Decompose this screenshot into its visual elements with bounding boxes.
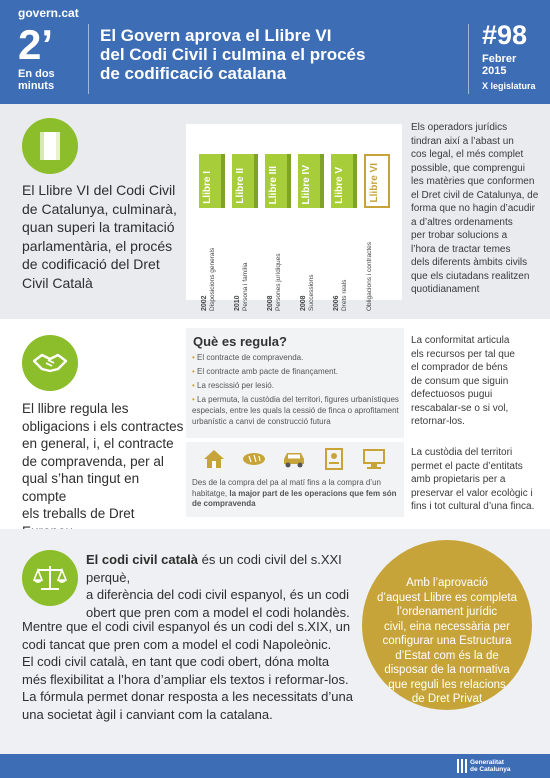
lead-line: El llibre regula les (22, 401, 129, 416)
caption-bold: la major part de les operacions que fem són de compravenda (192, 488, 397, 508)
side-line: La custòdia del territori (411, 447, 513, 458)
lead-line: els treballs de Dret (22, 506, 135, 521)
lead-line: quan superi la tramitació (22, 219, 175, 235)
two-minutes-number: 2’ (18, 21, 54, 68)
book-label: Llibre IV (301, 164, 312, 204)
book-year: 2008 (267, 295, 274, 311)
questions-title: Què es regula? (193, 334, 287, 349)
generalitat-logo-icon (457, 759, 467, 773)
lead-line: Civil Català (22, 274, 93, 291)
p1-line: a diferència del codi civil espanyol, és un codi (86, 587, 350, 602)
book-spine (199, 154, 225, 208)
lead-line: en general, i, el contracte (22, 436, 174, 451)
side-line: dels diferents àmbits civils (411, 257, 528, 268)
house-icon (202, 447, 226, 471)
p2-line: una societat àgil i canviant com la catalana. (22, 706, 273, 722)
title-line: El Govern aprova el Llibre VI (100, 26, 332, 45)
bread-icon (242, 447, 266, 471)
side-line: el Dret civil de Catalunya, de (411, 189, 539, 201)
side-line: Els operadors jurídics (411, 122, 508, 133)
conclusion-circle (362, 540, 532, 710)
side-line: de consum que siguin (411, 375, 509, 387)
book-spine (298, 154, 324, 208)
year: 2015 (482, 65, 507, 77)
circle-line: disposar de la normativa (384, 664, 510, 676)
generalitat-text (470, 759, 510, 773)
book-spine (265, 154, 291, 208)
p1-lines (86, 586, 366, 621)
book-label: Llibre II (235, 168, 246, 204)
side-line: amb propietaris per a (411, 474, 506, 485)
book-caption (234, 216, 258, 311)
open-code-paragraph-1 (86, 551, 366, 621)
book-label: Llibre III (268, 165, 279, 204)
title-line: del Codi Civil i culmina el procés (100, 45, 366, 64)
open-code-paragraph-2 (22, 618, 367, 723)
side-line: fins i tot cultural d’una finca. (411, 501, 535, 512)
book-caption (267, 216, 291, 311)
side-line: l’hora de tractar temes (411, 243, 511, 255)
book-desc: Drets reals (341, 279, 348, 311)
side-line: forma que no hagin d’acudir (411, 203, 535, 214)
p1-first-line (86, 551, 366, 586)
circle-line: d’Estat com és la de (395, 649, 499, 662)
book-year: 2010 (234, 295, 241, 311)
title-line: de codificació catalana (100, 64, 287, 83)
side-line: a d’altres ordenaments (411, 216, 513, 228)
circle-line: l’ordenament jurídic (396, 606, 498, 618)
lead-line: de compravenda, per al (22, 453, 164, 469)
lead-line: parlamentària, el procés (22, 237, 173, 254)
section1-lead (22, 181, 182, 292)
circle-line: de Dret Privat (411, 693, 483, 705)
book-caption (333, 216, 357, 311)
lead-line: qual s’han tingut en compte (22, 471, 140, 504)
p1-rest: és un codi civil del s.XXI perquè, (86, 552, 342, 585)
id-card-icon (322, 447, 346, 471)
lead-line: El Llibre VI del Codi Civil (22, 182, 176, 198)
side-line: que els ciutadans realitzen (411, 270, 530, 282)
label-line: En dos (18, 68, 55, 80)
handshake-icon (22, 335, 78, 391)
side-line: retornar-los. (411, 416, 465, 427)
car-icon (282, 447, 306, 471)
lead-line: obligacions i els contractes (22, 418, 184, 434)
side-line: tindran així a l’abast un (411, 135, 514, 147)
book-caption (300, 216, 324, 311)
p2-line: més flexibilitat a l’hora d’ampliar els textos i reformar-los. (22, 671, 349, 687)
side-line: cos legal, el més complet (411, 149, 524, 160)
book-desc: Successions (308, 274, 315, 311)
month: Febrer (482, 53, 517, 65)
site-name[interactable]: govern.cat (18, 6, 79, 20)
side-line: per trobar solucions a (411, 230, 508, 241)
p1-bold: El codi civil català (86, 552, 198, 567)
footer-line: Generalitat (470, 759, 504, 766)
circle-line: configurar una Estructura (382, 635, 512, 647)
issue-date (482, 53, 516, 77)
footer (0, 754, 550, 778)
side-line: rescabalar-se o si vol, (411, 402, 509, 414)
everyday-icons (192, 447, 404, 475)
book-label: Llibre VI (369, 162, 380, 202)
side-line: els recursos per tal que (411, 348, 515, 360)
p2-line: El codi civil català, en tant que codi obert, dóna molta (22, 654, 330, 669)
side-line: defectuosos pugui (411, 389, 493, 400)
book-year: 2002 (201, 295, 208, 311)
side-line: permet el pacte d’entitats (411, 460, 523, 472)
side-line: quotidianament (411, 284, 480, 295)
header-banner (0, 0, 550, 104)
questions-list (192, 352, 404, 430)
circle-line: que reguli les relacions (388, 678, 506, 691)
caption-text: Des de la compra del pa al matí fins a la compra d’un habitatge, (192, 478, 381, 498)
computer-icon (362, 447, 386, 471)
book-icon (22, 118, 78, 174)
divider (468, 24, 469, 94)
issue-number: #98 (482, 20, 528, 50)
book-year: 2008 (300, 295, 307, 311)
circle-line: Amb l’aprovació (406, 577, 488, 589)
side-line: preservar el valor ecològic i (411, 487, 533, 499)
legislature: X legislatura (482, 81, 536, 91)
book-desc: Persones jurídiques (275, 253, 282, 311)
section2-side-text-2 (411, 446, 546, 514)
lead-line: de Catalunya, culminarà, (22, 200, 177, 217)
side-line: La conformitat articula (411, 335, 510, 346)
book-spine (364, 154, 390, 208)
question-item: • El contracte de compravenda. (192, 352, 404, 363)
divider (88, 24, 89, 94)
label-line: minuts (18, 80, 55, 92)
page-title (100, 26, 460, 83)
p1-line: obert que pren com a model el codi holandès. (86, 604, 350, 620)
book-spine (232, 154, 258, 208)
icons-caption (192, 478, 404, 510)
book-desc: Persona i família (242, 262, 249, 311)
book-caption (201, 216, 225, 311)
circle-line: d’aquest Llibre es completa (377, 591, 517, 604)
question-item: • La rescissió per lesió. (192, 380, 404, 391)
book-spine (331, 154, 357, 208)
side-line: possible, que comprengui (411, 162, 525, 174)
side-line: el comprador de béns (411, 362, 508, 373)
book-desc: Disposicions generals (209, 247, 216, 311)
p2-line: Mentre que el codi civil espanyol és un codi del s.XIX, un (22, 619, 351, 634)
p2-line: codi tancat que pren com a model el codi Napoleònic. (22, 636, 332, 652)
question-item: • La permuta, la custòdia del territori, figures urbanístiques especials, entre les quals la cessió de finca o aprofitament urbanístic a canvi de construcció futura (192, 394, 404, 427)
section2-side-text-1 (411, 334, 546, 429)
book-caption (366, 216, 390, 311)
section1-side-text (411, 121, 547, 297)
side-line: les matèries que conformen (411, 176, 535, 187)
book-desc: Obligacions i contractes (366, 241, 373, 311)
book-label: Llibre V (334, 167, 345, 204)
book-year: 2006 (333, 295, 340, 311)
book-label: Llibre I (202, 171, 213, 204)
footer-line: de Catalunya (470, 766, 511, 773)
scales-icon (22, 550, 78, 606)
p2-line: La fórmula permet donar resposta a les necessitats d’una (22, 689, 353, 704)
question-item: • El contracte amb pacte de finançament. (192, 366, 404, 377)
circle-line: civil, eina necessària per (384, 620, 510, 633)
lead-line: de codificació del Dret (22, 256, 160, 272)
two-minutes-label (18, 68, 55, 92)
